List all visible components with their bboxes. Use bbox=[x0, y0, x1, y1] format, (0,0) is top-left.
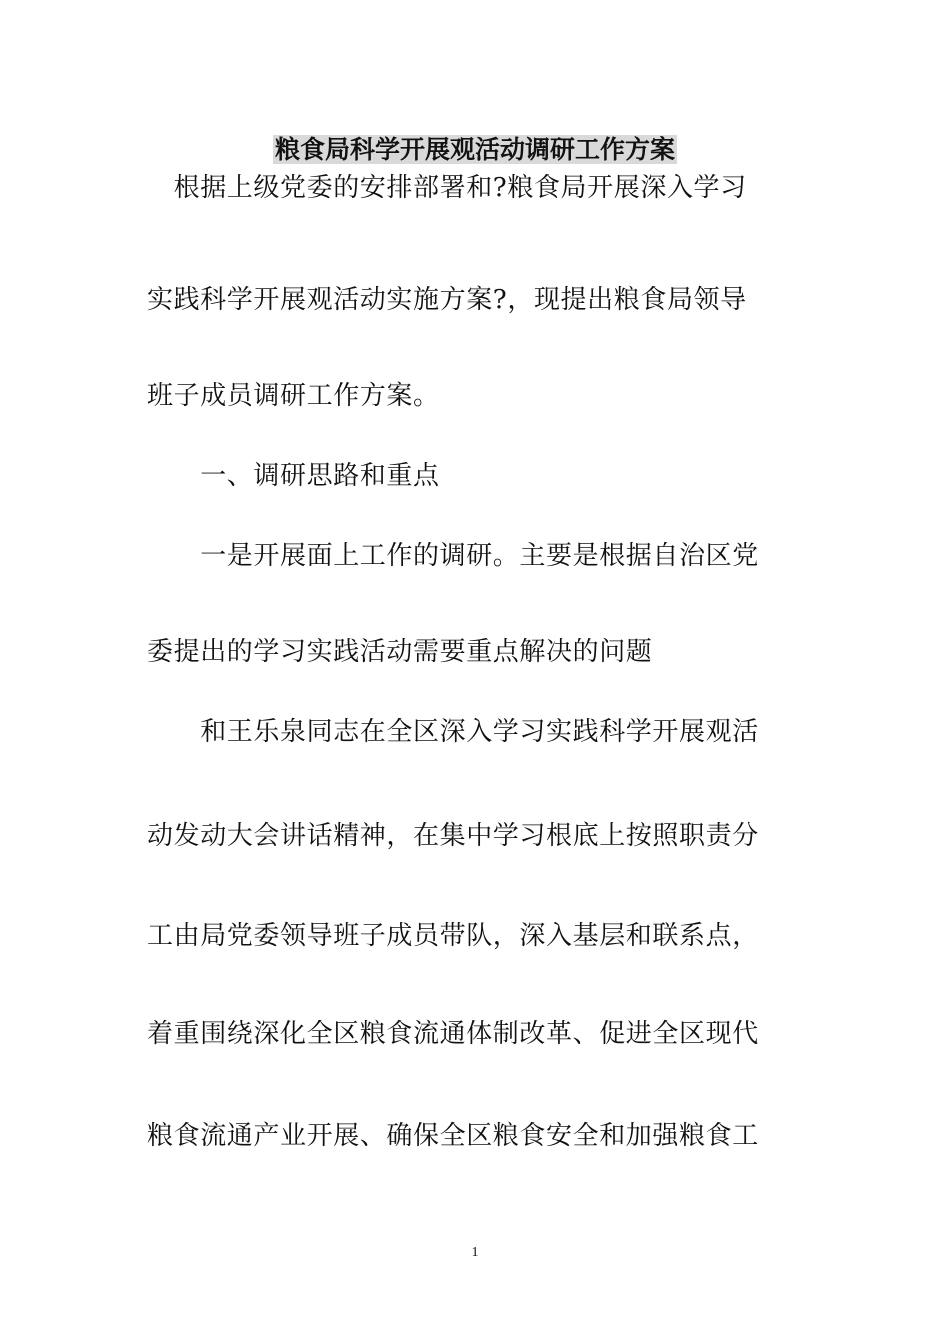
body-line-10: 着重围绕深化全区粮食流通体制改革、促进全区现代 bbox=[147, 1019, 759, 1049]
page-number: 1 bbox=[471, 1245, 479, 1260]
body-line-1: 根据上级党委的安排部署和?粮食局开展深入学习 bbox=[147, 173, 747, 203]
body-line-8: 动发动大会讲话精神，在集中学习根底上按照职责分 bbox=[147, 821, 759, 851]
body-line-7: 和王乐泉同志在全区深入学习实践科学开展观活 bbox=[147, 717, 759, 747]
document-title bbox=[0, 128, 950, 172]
body-line-11: 粮食流通产业开展、确保全区粮食安全和加强粮食工 bbox=[147, 1121, 759, 1151]
body-line-3: 班子成员调研工作方案。 bbox=[147, 381, 440, 411]
body-line-2: 实践科学开展观活动实施方案?，现提出粮食局领导 bbox=[147, 285, 747, 315]
body-line-9: 工由局党委领导班子成员带队，深入基层和联系点， bbox=[147, 921, 759, 951]
body-line-6: 委提出的学习实践活动需要重点解决的问题 bbox=[147, 637, 653, 667]
body-line-5: 一是开展面上工作的调研。主要是根据自治区党 bbox=[147, 541, 759, 571]
document-title-text: 粮食局科学开展观活动调研工作方案 bbox=[274, 135, 675, 164]
section-heading: 一、调研思路和重点 bbox=[147, 461, 440, 491]
